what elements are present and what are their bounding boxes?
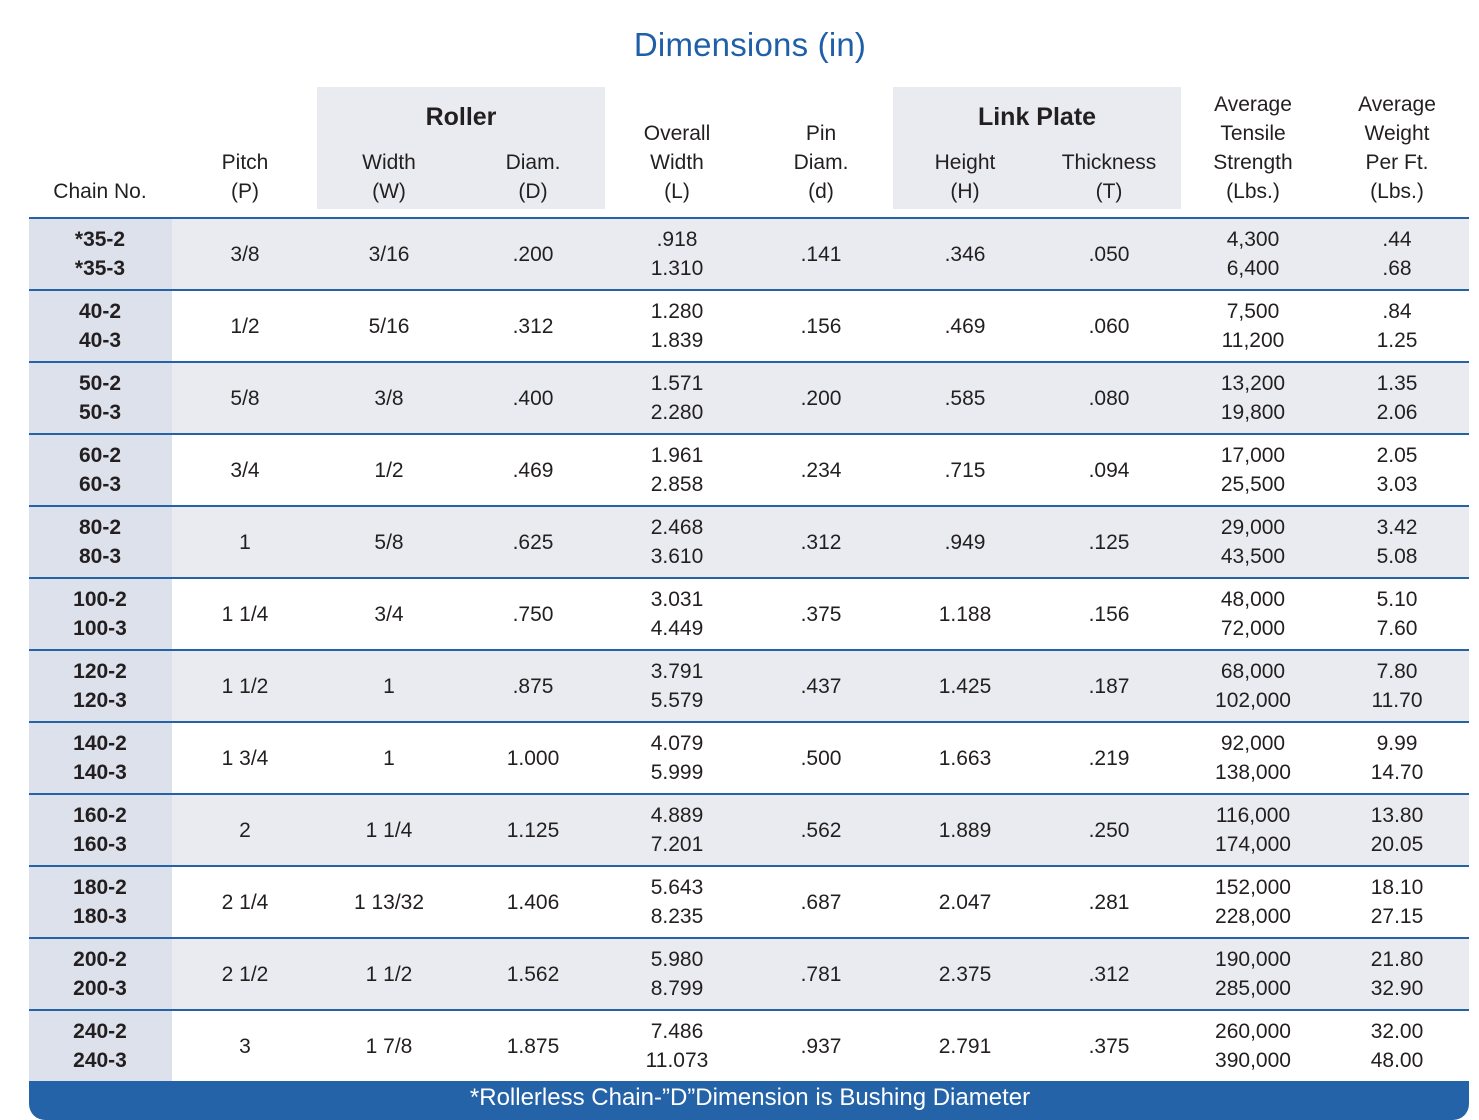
cell-value: 228,000 bbox=[1215, 905, 1291, 928]
table-row bbox=[29, 867, 1469, 939]
cell-pin: .200 bbox=[800, 386, 842, 410]
cell-width: 5/16 bbox=[368, 314, 410, 338]
cell-value: 100-3 bbox=[73, 617, 127, 640]
header-line: Diam. bbox=[793, 151, 849, 174]
cell-value: 100-2 bbox=[73, 588, 127, 611]
cell-overall bbox=[607, 435, 747, 505]
cell-diam: 1.000 bbox=[506, 746, 560, 770]
cell-diam: 1.875 bbox=[506, 1034, 560, 1058]
cell-tensile bbox=[1183, 507, 1323, 577]
cell-value: 60-3 bbox=[78, 473, 122, 496]
cell-value: 40-2 bbox=[78, 300, 122, 323]
cell-value: 7,500 bbox=[1226, 300, 1280, 323]
cell-chain bbox=[30, 723, 170, 793]
header-line: Overall bbox=[643, 122, 711, 145]
cell-value: 5.643 bbox=[650, 876, 704, 899]
cell-value: 2.858 bbox=[650, 473, 704, 496]
cell-value: 3.42 bbox=[1376, 516, 1418, 539]
cell-overall bbox=[607, 723, 747, 793]
cell-value: 11.70 bbox=[1371, 689, 1423, 712]
cell-thickness: .281 bbox=[1088, 890, 1130, 914]
header-line: (d) bbox=[808, 180, 834, 203]
header-line: (Lbs.) bbox=[1226, 180, 1280, 203]
cell-value: 120-3 bbox=[73, 689, 127, 712]
cell-pitch: 1 3/4 bbox=[221, 746, 269, 770]
cell-value: 4,300 bbox=[1226, 228, 1280, 251]
cell-value: 5.08 bbox=[1376, 545, 1418, 568]
table-row bbox=[29, 435, 1469, 507]
cell-height: .585 bbox=[944, 386, 986, 410]
cell-pitch: 2 bbox=[239, 818, 251, 842]
cell-value: 72,000 bbox=[1220, 617, 1286, 640]
cell-pitch: 1 bbox=[239, 530, 251, 554]
table-row bbox=[29, 579, 1469, 651]
header-overall bbox=[607, 88, 747, 206]
cell-overall bbox=[607, 291, 747, 361]
cell-value: 260,000 bbox=[1215, 1020, 1291, 1043]
cell-height: 2.791 bbox=[938, 1034, 992, 1058]
cell-overall bbox=[607, 867, 747, 937]
cell-value: 3.03 bbox=[1376, 473, 1418, 496]
cell-tensile bbox=[1183, 723, 1323, 793]
cell-weight bbox=[1327, 1011, 1467, 1081]
cell-value: 80-2 bbox=[78, 516, 122, 539]
cell-height: 2.375 bbox=[938, 962, 992, 986]
cell-value: 13.80 bbox=[1370, 804, 1424, 827]
cell-weight bbox=[1327, 867, 1467, 937]
cell-weight bbox=[1327, 795, 1467, 865]
header-line: Diam. bbox=[505, 151, 561, 174]
cell-value: 27.15 bbox=[1370, 905, 1424, 928]
cell-value: 7.201 bbox=[650, 833, 704, 856]
page-title: Dimensions (in) bbox=[633, 26, 867, 63]
cell-width: 3/4 bbox=[374, 602, 404, 626]
header-line: (L) bbox=[664, 180, 690, 203]
cell-height: 1.889 bbox=[938, 818, 992, 842]
cell-height: 1.663 bbox=[938, 746, 992, 770]
cell-overall bbox=[607, 795, 747, 865]
cell-diam: .469 bbox=[512, 458, 554, 482]
cell-tensile bbox=[1183, 435, 1323, 505]
header-line: Width bbox=[362, 151, 416, 174]
cell-value: .44 bbox=[1382, 228, 1412, 251]
cell-thickness: .219 bbox=[1088, 746, 1130, 770]
cell-value: 4.889 bbox=[650, 804, 704, 827]
cell-chain bbox=[30, 651, 170, 721]
table-row bbox=[29, 651, 1469, 723]
cell-value: 68,000 bbox=[1220, 660, 1286, 683]
cell-value: 7.60 bbox=[1376, 617, 1418, 640]
cell-width: 1 13/32 bbox=[353, 890, 425, 914]
cell-value: 48.00 bbox=[1370, 1049, 1424, 1072]
cell-value: .68 bbox=[1382, 257, 1412, 280]
cell-chain bbox=[30, 435, 170, 505]
cell-value: 174,000 bbox=[1215, 833, 1291, 856]
cell-chain bbox=[30, 291, 170, 361]
cell-value: 1.25 bbox=[1376, 329, 1418, 352]
cell-thickness: .156 bbox=[1088, 602, 1130, 626]
table-row bbox=[29, 507, 1469, 579]
cell-value: 160-2 bbox=[73, 804, 127, 827]
cell-width: 1 1/4 bbox=[365, 818, 413, 842]
cell-value: 50-3 bbox=[78, 401, 122, 424]
cell-width: 5/8 bbox=[374, 530, 404, 554]
cell-value: 14.70 bbox=[1370, 761, 1424, 784]
cell-value: 5.579 bbox=[650, 689, 704, 712]
cell-height: .949 bbox=[944, 530, 986, 554]
cell-value: 3.610 bbox=[650, 545, 704, 568]
cell-pitch: 3/8 bbox=[230, 242, 260, 266]
cell-overall bbox=[607, 1011, 747, 1081]
header-line: Average bbox=[1214, 93, 1292, 116]
table-row bbox=[29, 291, 1469, 363]
cell-height: 2.047 bbox=[938, 890, 992, 914]
cell-value: 60-2 bbox=[78, 444, 122, 467]
cell-pin: .781 bbox=[800, 962, 842, 986]
header-height bbox=[895, 88, 1035, 206]
table-row bbox=[29, 1011, 1469, 1083]
cell-pitch: 1/2 bbox=[230, 314, 260, 338]
cell-tensile bbox=[1183, 1011, 1323, 1081]
cell-value: 50-2 bbox=[78, 372, 122, 395]
cell-value: 190,000 bbox=[1215, 948, 1291, 971]
cell-value: 200-2 bbox=[73, 948, 127, 971]
cell-value: 18.10 bbox=[1370, 876, 1424, 899]
cell-diam: 1.125 bbox=[506, 818, 560, 842]
cell-value: 390,000 bbox=[1215, 1049, 1291, 1072]
cell-value: 5.999 bbox=[650, 761, 704, 784]
cell-value: 3.791 bbox=[650, 660, 704, 683]
cell-value: 1.35 bbox=[1376, 372, 1418, 395]
cell-pin: .562 bbox=[800, 818, 842, 842]
cell-diam: 1.562 bbox=[506, 962, 560, 986]
cell-overall bbox=[607, 219, 747, 289]
header-line: Height bbox=[934, 151, 996, 174]
cell-value: 285,000 bbox=[1215, 977, 1291, 1000]
cell-pin: .437 bbox=[800, 674, 842, 698]
cell-tensile bbox=[1183, 651, 1323, 721]
cell-tensile bbox=[1183, 363, 1323, 433]
cell-pitch: 2 1/4 bbox=[221, 890, 269, 914]
header-line: (Lbs.) bbox=[1370, 180, 1424, 203]
cell-width: 3/16 bbox=[368, 242, 410, 266]
cell-thickness: .080 bbox=[1088, 386, 1130, 410]
cell-pin: .937 bbox=[800, 1034, 842, 1058]
cell-value: 5.980 bbox=[650, 948, 704, 971]
cell-width: 1 bbox=[383, 674, 395, 698]
cell-value: 13,200 bbox=[1220, 372, 1286, 395]
cell-height: .715 bbox=[944, 458, 986, 482]
cell-value: 1.571 bbox=[650, 372, 704, 395]
cell-value: 7.486 bbox=[650, 1020, 704, 1043]
cell-overall bbox=[607, 363, 747, 433]
header-line: Average bbox=[1358, 93, 1436, 116]
header-line: (H) bbox=[950, 180, 980, 203]
cell-value: 152,000 bbox=[1215, 876, 1291, 899]
table-row bbox=[29, 219, 1469, 291]
header-thickness bbox=[1039, 88, 1179, 206]
header-tensile bbox=[1183, 88, 1323, 206]
cell-value: 2.06 bbox=[1376, 401, 1418, 424]
cell-value: 2.05 bbox=[1376, 444, 1418, 467]
cell-value: 240-2 bbox=[73, 1020, 127, 1043]
table-row bbox=[29, 795, 1469, 867]
cell-weight bbox=[1327, 507, 1467, 577]
cell-thickness: .312 bbox=[1088, 962, 1130, 986]
cell-pitch: 2 1/2 bbox=[221, 962, 269, 986]
cell-diam: .200 bbox=[512, 242, 554, 266]
table-row bbox=[29, 723, 1469, 795]
cell-pitch: 5/8 bbox=[230, 386, 260, 410]
cell-weight bbox=[1327, 939, 1467, 1009]
header-line: Weight bbox=[1364, 122, 1430, 145]
header-chain bbox=[30, 88, 170, 206]
cell-value: 48,000 bbox=[1220, 588, 1286, 611]
header-line: Chain No. bbox=[53, 180, 147, 203]
cell-value: 140-2 bbox=[73, 732, 127, 755]
cell-value: 21.80 bbox=[1370, 948, 1424, 971]
cell-value: 32.00 bbox=[1370, 1020, 1424, 1043]
header-line: Thickness bbox=[1061, 151, 1157, 174]
cell-thickness: .375 bbox=[1088, 1034, 1130, 1058]
cell-thickness: .050 bbox=[1088, 242, 1130, 266]
footnote-text: *Rollerless Chain-”D”Dimension is Bushing Diameter bbox=[469, 1084, 1031, 1111]
header-line: Per Ft. bbox=[1365, 151, 1429, 174]
cell-tensile bbox=[1183, 579, 1323, 649]
cell-value: .84 bbox=[1382, 300, 1412, 323]
cell-value: 3.031 bbox=[650, 588, 704, 611]
cell-height: .346 bbox=[944, 242, 986, 266]
cell-pitch: 1 1/2 bbox=[221, 674, 269, 698]
cell-value: 1.280 bbox=[650, 300, 704, 323]
cell-weight bbox=[1327, 363, 1467, 433]
cell-height: 1.425 bbox=[938, 674, 992, 698]
cell-chain bbox=[30, 363, 170, 433]
header-pitch bbox=[175, 88, 315, 206]
header-line: (T) bbox=[1095, 180, 1123, 203]
header-line: Strength bbox=[1213, 151, 1293, 174]
header-width bbox=[319, 88, 459, 206]
cell-diam: .875 bbox=[512, 674, 554, 698]
cell-value: 40-3 bbox=[78, 329, 122, 352]
cell-value: 4.449 bbox=[650, 617, 704, 640]
cell-thickness: .250 bbox=[1088, 818, 1130, 842]
cell-tensile bbox=[1183, 867, 1323, 937]
cell-pin: .500 bbox=[800, 746, 842, 770]
cell-weight bbox=[1327, 579, 1467, 649]
cell-tensile bbox=[1183, 219, 1323, 289]
header-line: (P) bbox=[231, 180, 259, 203]
cell-value: 2.468 bbox=[650, 516, 704, 539]
cell-pin: .375 bbox=[800, 602, 842, 626]
cell-diam: .750 bbox=[512, 602, 554, 626]
header-line: Width bbox=[650, 151, 704, 174]
cell-pitch: 1 1/4 bbox=[221, 602, 269, 626]
roller-group-heading: Roller bbox=[425, 103, 497, 131]
header-line: (W) bbox=[372, 180, 406, 203]
cell-value: 80-3 bbox=[78, 545, 122, 568]
header-weight bbox=[1327, 88, 1467, 206]
cell-pitch: 3 bbox=[239, 1034, 251, 1058]
cell-chain bbox=[30, 867, 170, 937]
cell-value: 19,800 bbox=[1220, 401, 1286, 424]
header-pin bbox=[751, 88, 891, 206]
cell-tensile bbox=[1183, 795, 1323, 865]
cell-value: 11.073 bbox=[645, 1049, 709, 1072]
cell-value: 180-3 bbox=[73, 905, 127, 928]
cell-diam: .400 bbox=[512, 386, 554, 410]
header-line: Tensile bbox=[1220, 122, 1286, 145]
cell-value: 32.90 bbox=[1370, 977, 1424, 1000]
cell-value: 200-3 bbox=[73, 977, 127, 1000]
cell-overall bbox=[607, 579, 747, 649]
cell-width: 1/2 bbox=[374, 458, 404, 482]
cell-thickness: .094 bbox=[1088, 458, 1130, 482]
cell-value: .918 bbox=[656, 228, 698, 251]
cell-value: 25,500 bbox=[1220, 473, 1286, 496]
cell-value: 29,000 bbox=[1220, 516, 1286, 539]
cell-value: 160-3 bbox=[73, 833, 127, 856]
cell-value: 11,200 bbox=[1221, 329, 1285, 352]
cell-chain bbox=[30, 1011, 170, 1081]
cell-chain bbox=[30, 939, 170, 1009]
cell-value: 1.839 bbox=[650, 329, 704, 352]
cell-chain bbox=[30, 219, 170, 289]
cell-chain bbox=[30, 795, 170, 865]
cell-overall bbox=[607, 939, 747, 1009]
cell-weight bbox=[1327, 291, 1467, 361]
cell-value: 4.079 bbox=[650, 732, 704, 755]
cell-chain bbox=[30, 579, 170, 649]
cell-pin: .687 bbox=[800, 890, 842, 914]
cell-value: 1.310 bbox=[650, 257, 704, 280]
cell-thickness: .187 bbox=[1088, 674, 1130, 698]
table-row bbox=[29, 363, 1469, 435]
cell-weight bbox=[1327, 723, 1467, 793]
cell-value: 9.99 bbox=[1376, 732, 1418, 755]
cell-thickness: .125 bbox=[1088, 530, 1130, 554]
cell-value: 2.280 bbox=[650, 401, 704, 424]
header-line: (D) bbox=[518, 180, 548, 203]
cell-value: 140-3 bbox=[73, 761, 127, 784]
cell-tensile bbox=[1183, 291, 1323, 361]
cell-value: 6,400 bbox=[1226, 257, 1280, 280]
cell-value: 17,000 bbox=[1220, 444, 1286, 467]
cell-value: 240-3 bbox=[73, 1049, 127, 1072]
cell-overall bbox=[607, 651, 747, 721]
cell-height: 1.188 bbox=[938, 602, 992, 626]
cell-weight bbox=[1327, 651, 1467, 721]
header-diam bbox=[463, 88, 603, 206]
table-row bbox=[29, 939, 1469, 1011]
cell-value: 20.05 bbox=[1370, 833, 1424, 856]
cell-width: 1 1/2 bbox=[365, 962, 413, 986]
cell-diam: 1.406 bbox=[506, 890, 560, 914]
cell-value: 8.235 bbox=[650, 905, 704, 928]
cell-height: .469 bbox=[944, 314, 986, 338]
cell-value: 92,000 bbox=[1220, 732, 1286, 755]
cell-value: *35-2 bbox=[74, 228, 126, 251]
cell-pin: .141 bbox=[800, 242, 842, 266]
cell-tensile bbox=[1183, 939, 1323, 1009]
header-line: Pitch bbox=[221, 151, 269, 174]
cell-weight bbox=[1327, 435, 1467, 505]
cell-value: 8.799 bbox=[650, 977, 704, 1000]
cell-thickness: .060 bbox=[1088, 314, 1130, 338]
cell-diam: .625 bbox=[512, 530, 554, 554]
cell-weight bbox=[1327, 219, 1467, 289]
cell-value: 7.80 bbox=[1376, 660, 1418, 683]
cell-value: 5.10 bbox=[1376, 588, 1418, 611]
header-line: Pin bbox=[805, 122, 837, 145]
cell-value: 43,500 bbox=[1220, 545, 1286, 568]
cell-diam: .312 bbox=[512, 314, 554, 338]
cell-value: 1.961 bbox=[650, 444, 704, 467]
cell-chain bbox=[30, 507, 170, 577]
cell-pin: .312 bbox=[800, 530, 842, 554]
cell-pin: .156 bbox=[800, 314, 842, 338]
cell-pitch: 3/4 bbox=[230, 458, 260, 482]
cell-pin: .234 bbox=[800, 458, 842, 482]
cell-value: 102,000 bbox=[1215, 689, 1291, 712]
cell-value: 138,000 bbox=[1215, 761, 1291, 784]
cell-value: 116,000 bbox=[1215, 804, 1291, 827]
cell-width: 1 bbox=[383, 746, 395, 770]
cell-width: 1 7/8 bbox=[365, 1034, 413, 1058]
link-plate-group-heading: Link Plate bbox=[977, 103, 1097, 131]
cell-value: 120-2 bbox=[73, 660, 127, 683]
cell-overall bbox=[607, 507, 747, 577]
cell-width: 3/8 bbox=[374, 386, 404, 410]
cell-value: 180-2 bbox=[73, 876, 127, 899]
cell-value: *35-3 bbox=[74, 257, 126, 280]
